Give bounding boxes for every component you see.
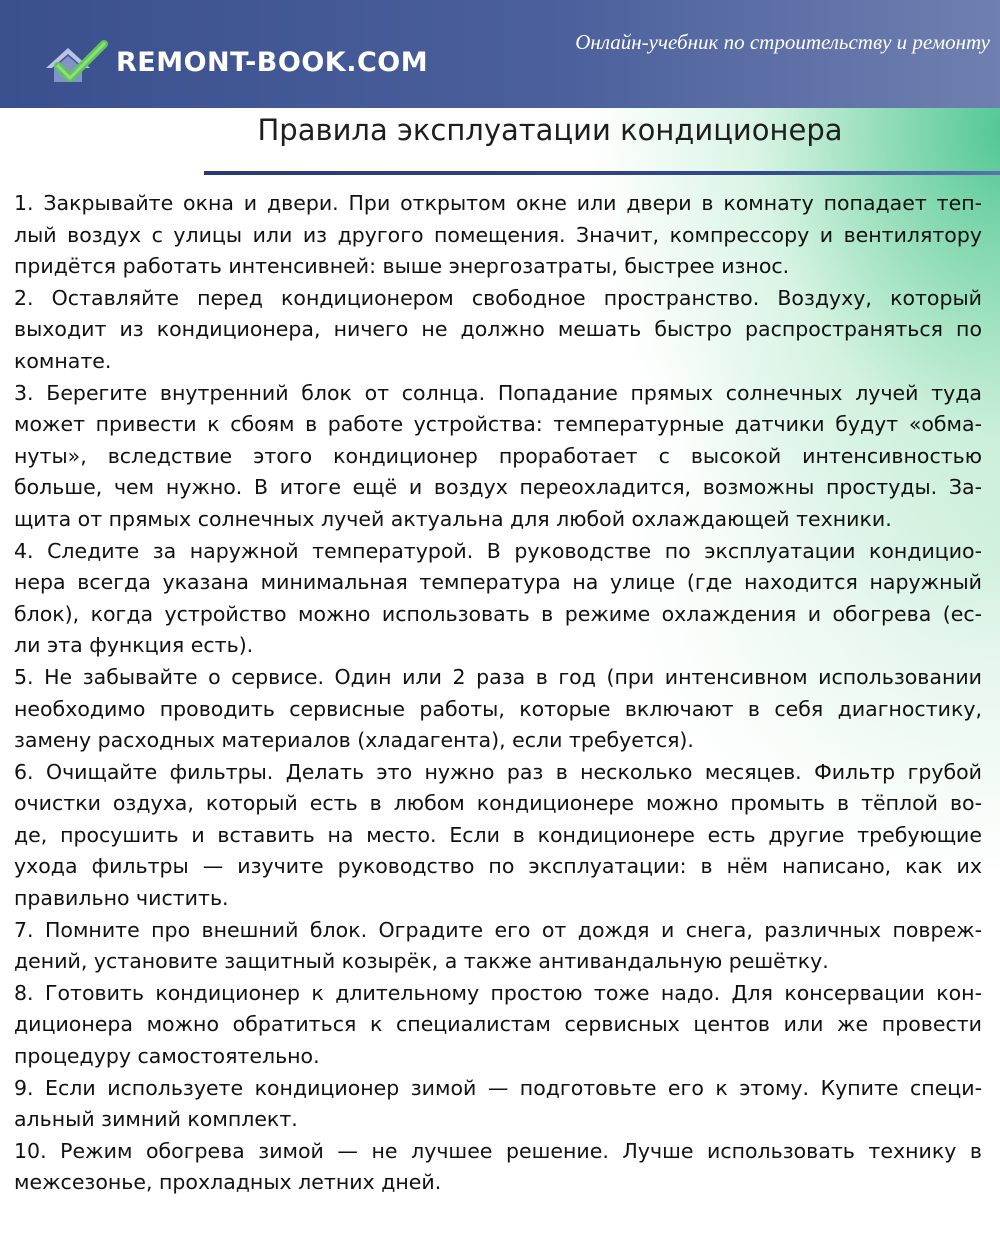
rule-text-line: придётся работать интенсивней: выше энергозатраты, быстрее износ. [14, 254, 790, 279]
rule-text-line: 4. Следите за наружной температурой. В руководстве по эксплуатации кондицио- [14, 538, 982, 563]
logo-text: REMONT-BOOK.COM [116, 46, 429, 78]
rule-text-line: ли эта функция есть). [14, 633, 254, 658]
rule-text-line: больше, чем нужно. В итоге ещё и воздух переохладится, возможны простуды. За- [14, 475, 982, 500]
rule-text-line: очистки оздуха, который есть в любом кондиционере можно промыть в тёплой во- [14, 791, 982, 816]
rule-text-line: межсезонье, прохладных летних дней. [14, 1170, 442, 1195]
rule-item [14, 536, 982, 662]
rule-item [14, 378, 982, 536]
rule-text-line: замену расходных материалов (хладагента), если требуется). [14, 728, 694, 753]
rule-text-line: 6. Очищайте фильтры. Делать это нужно раз в несколько месяцев. Фильтр грубой [14, 759, 982, 784]
rule-text-line: ухода фильтры — изучите руководство по эксплуатации: в нём написано, как их [14, 854, 982, 879]
rule-text-line: 8. Готовить кондиционер к длительному простою тоже надо. Для консервации кон- [14, 980, 982, 1005]
rule-text-line: 3. Берегите внутренний блок от солнца. Попадание прямых солнечных лучей туда [14, 380, 982, 405]
rule-item [14, 188, 982, 283]
rule-item [14, 757, 982, 915]
rule-text-line: выходит из кондиционера, ничего не должно мешать быстро распространяться по [14, 317, 982, 342]
rule-item [14, 915, 982, 978]
rule-text-line: необходимо проводить сервисные работы, которые включают в себя диагностику, [14, 696, 982, 721]
rule-item [14, 283, 982, 378]
rule-text-line: 7. Помните про внешний блок. Оградите его от дождя и снега, различных повреж- [14, 917, 982, 942]
rule-text-line: лый воздух с улицы или из другого помещения. Значит, компрессору и вентилятору [14, 222, 982, 247]
page-title: Правила эксплуатации кондиционера [257, 113, 843, 147]
rule-text-line: 1. Закрывайте окна и двери. При открытом окне или двери в комнату попадает теп- [14, 191, 982, 215]
rules-list [14, 188, 982, 1199]
rule-text-line: процедуру самостоятельно. [14, 1044, 320, 1069]
house-checkmark-icon [44, 38, 108, 86]
rule-text-line: комнате. [14, 348, 112, 373]
rule-text-line: щита от прямых солнечных лучей актуальна для любой охлаждающей техники. [14, 506, 892, 531]
rule-item [14, 1136, 982, 1199]
rule-text-line: 5. Не забывайте о сервисе. Один или 2 раза в год (при интенсивном использовании [14, 664, 982, 689]
rule-text-line: де, просушить и вставить на место. Если в кондиционере есть другие требующие [14, 822, 982, 847]
rule-text-line: альный зимний комплект. [14, 1107, 298, 1132]
rule-text-line: нера всегда указана минимальная температура на улице (где находится наружный [14, 570, 982, 595]
site-header [0, 0, 1000, 108]
title-underline [204, 171, 1000, 175]
rule-text-line: диционера можно обратиться к специалистам сервисных центов или же провести [14, 1012, 982, 1037]
site-tagline: Онлайн-учебник по строительству и ремонту [575, 30, 990, 54]
rule-item [14, 1073, 982, 1136]
site-logo[interactable] [44, 38, 428, 86]
rule-text-line: 10. Режим обогрева зимой — не лучшее решение. Лучше использовать технику в [14, 1138, 982, 1163]
rule-text-line: дений, установите защитный козырёк, а также антивандальную решётку. [14, 949, 829, 974]
rule-text-line: 9. Если используете кондиционер зимой — подготовьте его к этому. Купите специ- [14, 1075, 982, 1100]
rule-item [14, 662, 982, 757]
rule-text-line: блок), когда устройство можно использовать в режиме охлаждения и обогрева (ес- [14, 601, 982, 626]
rule-item [14, 978, 982, 1073]
rule-text-line: 2. Оставляйте перед кондиционером свободное пространство. Воздуху, который [14, 285, 982, 310]
rule-text-line: нуты», вследствие этого кондиционер проработает с высокой интенсивностью [14, 443, 982, 468]
rule-text-line: правильно чистить. [14, 886, 229, 911]
rule-text-line: может привести к сбоям в работе устройства: температурные датчики будут «обма- [14, 412, 982, 437]
